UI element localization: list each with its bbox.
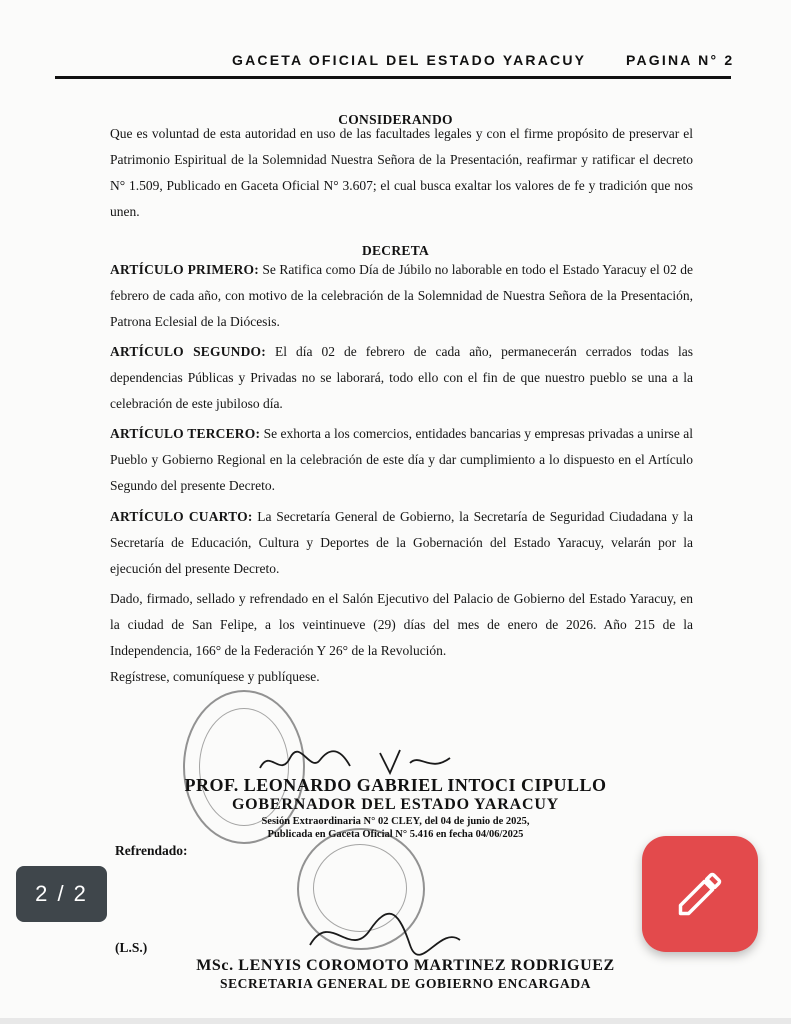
bottom-bar: [0, 1018, 791, 1024]
considerando-paragraph: Que es voluntad de esta autoridad en uso de las facultades legales y con el firme propósito de preservar el Patrimonio Espiritual de la Solemnidad Nuestra Señora de la Presentación, reafirmar y ratificar el decreto N° 1.509, Publicado en Gaceta Oficial N° 3.607; el cual busca exaltar los valores de fe y tradición que nos unen.: [110, 126, 693, 219]
article-label: ARTÍCULO PRIMERO:: [110, 262, 259, 277]
governor-session-note: Sesión Extraordinaria N° 02 CLEY, del 04 de junio de 2025,: [261, 816, 530, 827]
article-text: Se exhorta a los comercios, entidades bancarias y empresas privadas a unirse al Pueblo y Gobierno Regional en la celebración de este día y dar cumplimiento a lo dispuesto en el Artículo Segundo del presente Decreto.: [110, 426, 694, 493]
secretary-name: MSc. LENYIS COROMOTO MARTINEZ RODRIGUEZ: [196, 957, 615, 974]
governor-title: GOBERNADOR DEL ESTADO YARACUY: [231, 796, 560, 813]
article-label: ARTÍCULO TERCERO:: [110, 426, 261, 441]
gazette-title: GACETA OFICIAL DEL ESTADO YARACUY: [232, 52, 587, 68]
article-text: La Secretaría General de Gobierno, la Secretaría de Seguridad Ciudadana y la Secretaría de Educación, Cultura y Deportes de la Gobernación del Estado Yaracuy, velarán por la ejecución del presente Decreto.: [110, 509, 694, 576]
page-number: PAGINA N° 2: [626, 52, 735, 68]
page-indicator: 2 / 2: [16, 866, 107, 922]
article-tercero: [110, 421, 693, 499]
registrese-line: Regístrese, comuníquese y publíquese.: [110, 669, 320, 684]
article-text: El día 02 de febrero de cada año, permanecerán cerrados todas las dependencias Públicas y Privadas no se laborará, todo ello con el fin de que nuestro pueblo se una a la celebración de este jubiloso día.: [110, 344, 693, 411]
article-label: ARTÍCULO CUARTO:: [110, 509, 253, 524]
gazette-header: [0, 52, 791, 72]
ls-label: (L.S.): [115, 940, 148, 955]
article-primero: [110, 257, 693, 335]
governor-name: PROF. LEONARDO GABRIEL INTOCI CIPULLO: [184, 775, 607, 795]
edit-button[interactable]: [642, 836, 758, 952]
governor-gazette-note: Publicada en Gaceta Oficial N° 5.416 en fecha 04/06/2025: [267, 829, 524, 840]
article-label: ARTÍCULO SEGUNDO:: [110, 344, 266, 359]
secretary-signature: [300, 905, 470, 965]
article-cuarto: [110, 504, 693, 582]
dado-paragraph: Dado, firmado, sellado y refrendado en el Salón Ejecutivo del Palacio de Gobierno del Estado Yaracuy, en la ciudad de San Felipe, a los veintinueve (29) días del mes de enero de 2026. Año 215 de la Independencia, 166° de la Federación Y 26° de la Revolución.: [110, 591, 693, 658]
header-rule: [55, 76, 731, 79]
article-text: Se Ratifica como Día de Júbilo no laborable en todo el Estado Yaracuy el 02 de febrero de cada año, con motivo de la celebración de la Solemnidad de Nuestra Señora de la Presentación, Patrona Eclesial de la Diócesis.: [110, 262, 694, 329]
pencil-icon: [674, 868, 726, 920]
considerando-title: CONSIDERANDO: [338, 112, 453, 127]
article-segundo: [110, 339, 693, 417]
refrendado-label: Refrendado:: [115, 843, 188, 858]
decreta-title: DECRETA: [361, 243, 430, 258]
secretary-title: SECRETARIA GENERAL DE GOBIERNO ENCARGADA: [219, 976, 592, 991]
